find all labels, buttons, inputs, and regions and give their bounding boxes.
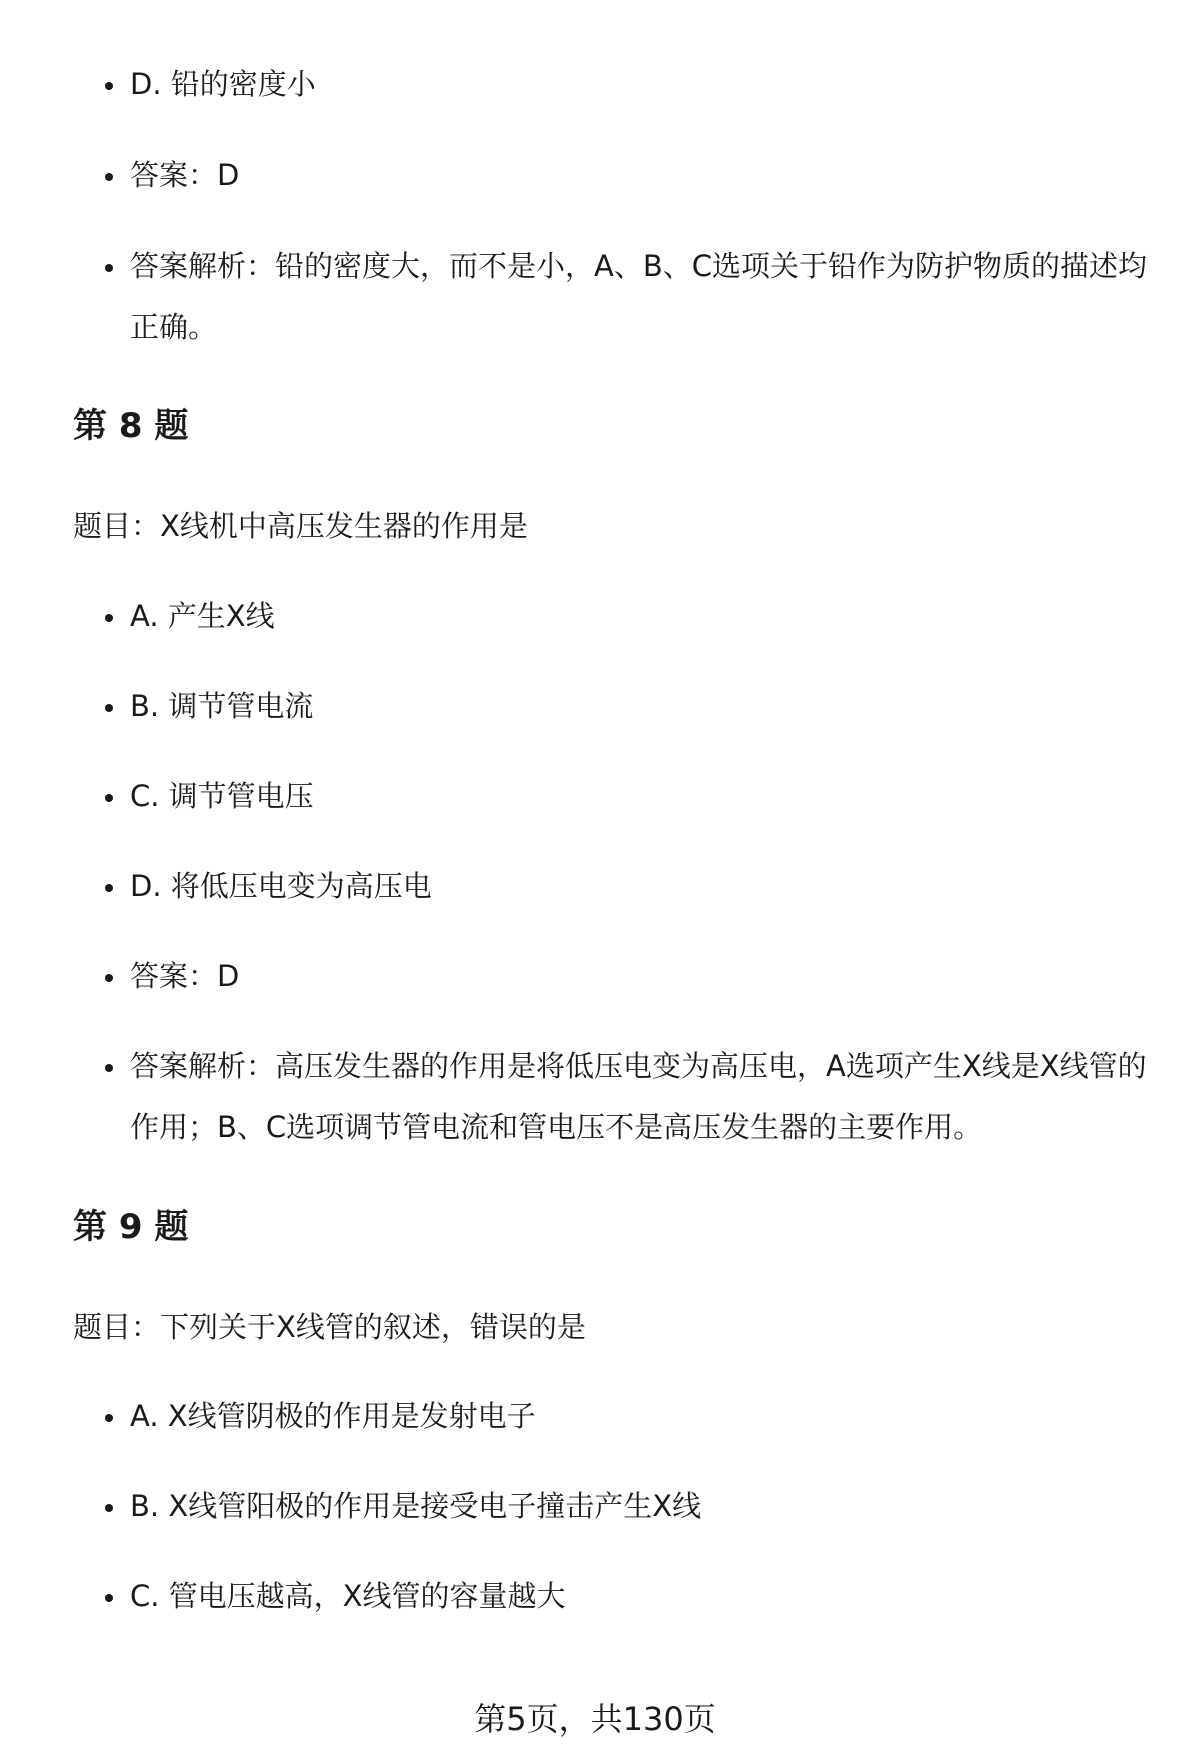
question-8-text: 题目：X线机中高压发生器的作用是 (73, 509, 528, 543)
page-number: 第5页，共130页 (474, 1700, 716, 1738)
list-item-answer: 答案：D (130, 946, 1160, 1007)
list-item-option-d: D. 铅的密度小 (130, 54, 1160, 115)
list-item-analysis: 答案解析：铅的密度大，而不是小，A、B、C选项关于铅作为防护物质的描述均正确。 (130, 236, 1160, 358)
list-item-option-b: B. X线管阳极的作用是接受电子撞击产生X线 (130, 1476, 1160, 1537)
question-9-text: 题目：下列关于X线管的叙述，错误的是 (73, 1310, 586, 1344)
list-item-option-a: A. 产生X线 (130, 586, 1160, 647)
list-item-option-b: B. 调节管电流 (130, 676, 1160, 737)
list-item-analysis: 答案解析：高压发生器的作用是将低压电变为高压电，A选项产生X线是X线管的作用；B、C选项调节管电流和管电压不是高压发生器的主要作用。 (130, 1036, 1160, 1158)
list-item-answer: 答案：D (130, 145, 1160, 206)
list-item-option-d: D. 将低压电变为高压电 (130, 856, 1160, 917)
list-item-option-a: A. X线管阴极的作用是发射电子 (130, 1386, 1160, 1447)
list-item-option-c: C. 调节管电压 (130, 766, 1160, 827)
list-item-option-c: C. 管电压越高，X线管的容量越大 (130, 1566, 1160, 1627)
question-9-heading: 第 9 题 (73, 1207, 189, 1247)
question-8-heading: 第 8 题 (73, 406, 189, 446)
